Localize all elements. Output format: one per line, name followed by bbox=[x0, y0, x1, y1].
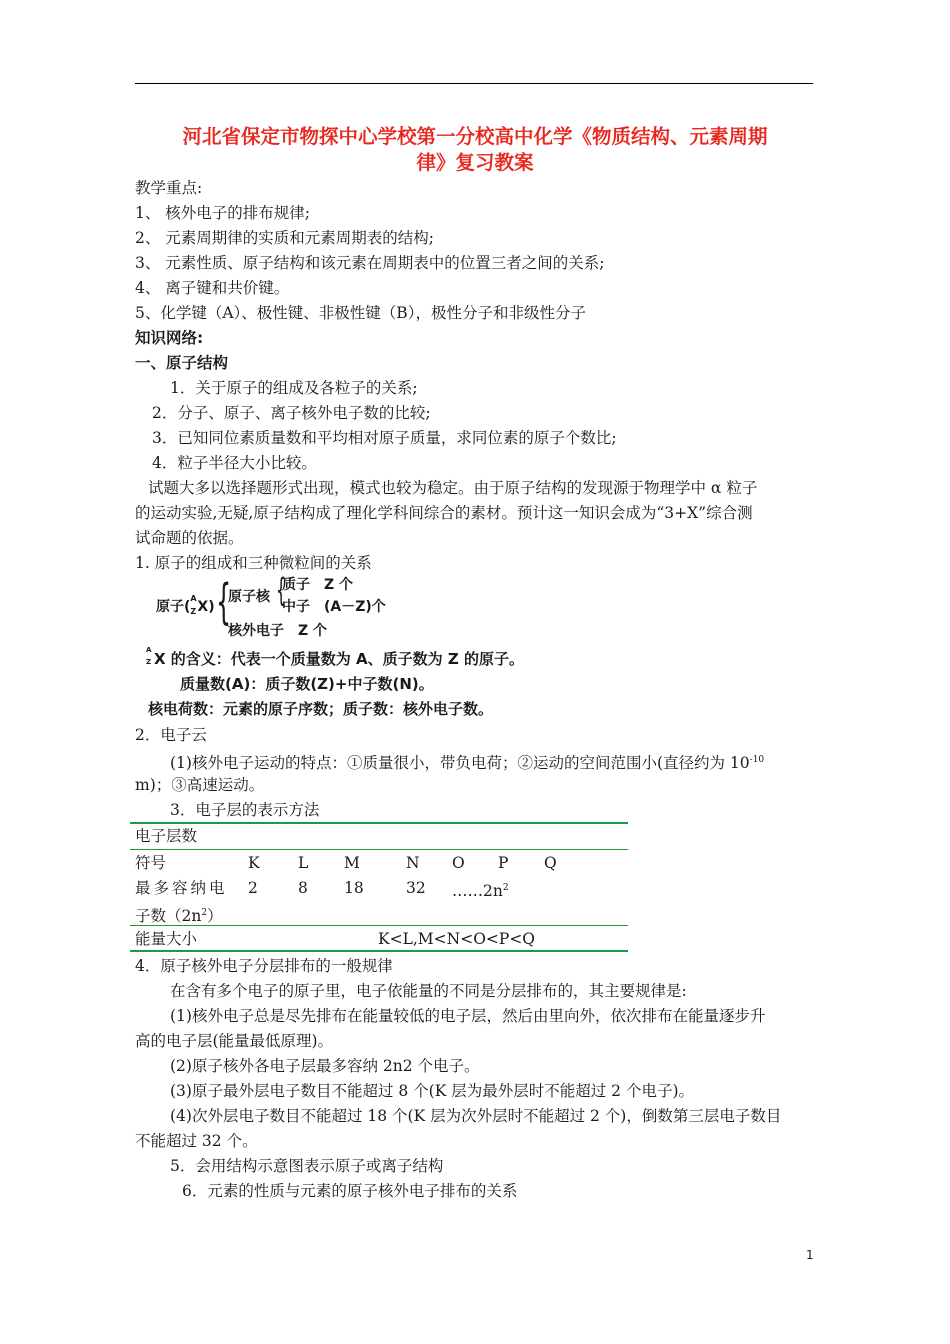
left-brace-large: { bbox=[216, 574, 232, 630]
table-rule bbox=[130, 849, 628, 850]
focus-item: 5、化学键（A）、极性键、非极性键（B），极性分子和非级性分子 bbox=[135, 304, 586, 322]
rules-intro: 在含有多个电子的原子里，电子依能量的不同是分层排布的，其主要规律是: bbox=[170, 982, 687, 1000]
electron-label: 核外电子 Z 个 bbox=[228, 623, 328, 639]
network-heading: 知识网络: bbox=[135, 329, 204, 347]
focus-item: 4、 离子键和共价键。 bbox=[135, 279, 290, 297]
table-cell: 32 bbox=[406, 879, 426, 897]
table-cell: Q bbox=[544, 854, 557, 872]
paragraph-line: 试题大多以选择题形式出现，模式也较为稳定。由于原子结构的发现源于物理学中 α 粒子 bbox=[148, 479, 758, 497]
rule-line: 6．元素的性质与元素的原子核外电子排布的关系 bbox=[182, 1182, 518, 1200]
neutron-label: 中子 (A－Z)个 bbox=[282, 599, 386, 615]
cloud-line-text: (1)核外电子运动的特点：①质量很小，带负电荷；②运动的空间范围小(直径约为 10 bbox=[170, 754, 750, 772]
nucleus-label: 原子核 bbox=[228, 589, 270, 605]
table-cell: P bbox=[498, 854, 509, 872]
label-exponent: 2 bbox=[201, 908, 208, 918]
atom-symbol: X) bbox=[197, 599, 215, 615]
table-row-label: 最多容纳电 bbox=[135, 879, 228, 897]
rule-line: 高的电子层(能量最低原理)。 bbox=[135, 1032, 334, 1050]
rule-line: (1)核外电子总是尽先排布在能量较低的电子层，然后由里向外，依次排布在能量逐步升 bbox=[170, 1007, 766, 1025]
page-number: 1 bbox=[806, 1248, 814, 1262]
cloud-line: m)；③高速运动。 bbox=[135, 776, 265, 794]
label-text: 子数（2n bbox=[135, 907, 202, 925]
table-cell: L bbox=[298, 854, 309, 872]
focus-item: 3、 元素性质、原子结构和该元素在周期表中的位置三者之间的关系; bbox=[135, 254, 605, 272]
shells-heading: 3．电子层的表示方法 bbox=[170, 801, 320, 819]
cloud-line bbox=[170, 750, 764, 773]
cloud-heading: 2．电子云 bbox=[135, 726, 207, 744]
table-cell: M bbox=[344, 854, 360, 872]
label-text-end: ） bbox=[207, 907, 223, 925]
focus-heading: 教学重点: bbox=[135, 179, 203, 197]
rule-line: 不能超过 32 个。 bbox=[135, 1132, 258, 1150]
atom-mass-number: A bbox=[190, 594, 197, 603]
meaning-mass-number: A bbox=[146, 646, 152, 654]
table-rule-bottom bbox=[130, 950, 628, 952]
table-cell: K bbox=[248, 854, 260, 872]
mass-number-relation: 质量数(A)：质子数(Z)+中子数(N)。 bbox=[180, 675, 434, 693]
paragraph-line: 的运动实验,无疑,原子结构成了理化学科间综合的素材。预计这一知识会成为“3+X”综合测 bbox=[135, 504, 753, 522]
table-cell: 2 bbox=[248, 879, 258, 897]
rule-line: 5．会用结构示意图表示原子或离子结构 bbox=[170, 1157, 444, 1175]
meaning-line bbox=[146, 648, 524, 669]
table-cell: 18 bbox=[344, 879, 364, 897]
network-point: 4．粒子半径大小比较。 bbox=[152, 454, 317, 472]
network-point: 3．已知同位素质量数和平均相对原子质量，求同位素的原子个数比; bbox=[152, 429, 617, 447]
rule-line: (4)次外层电子数目不能超过 18 个(K 层为次外层时不能超过 2 个)，倒数第三层电子数目 bbox=[170, 1107, 782, 1125]
left-brace-small: { bbox=[276, 571, 287, 609]
table-cell-text: ……2n bbox=[452, 882, 503, 900]
cloud-exponent: -10 bbox=[749, 755, 765, 765]
meaning-atomic-number: Z bbox=[146, 658, 152, 666]
table-cell: 8 bbox=[298, 879, 308, 897]
atom-label: 原子( bbox=[156, 599, 191, 615]
table-cell-exponent: 2 bbox=[502, 883, 509, 893]
rule-line: (3)原子最外层电子数目不能超过 8 个(K 层为最外层时不能超过 2 个电子)。 bbox=[170, 1082, 694, 1100]
network-point: 2．分子、原子、离子核外电子数的比较; bbox=[152, 404, 431, 422]
rule-line: (2)原子核外各电子层最多容纳 2n2 个电子。 bbox=[170, 1057, 480, 1075]
rules-heading: 4．原子核外电子分层排布的一般规律 bbox=[135, 957, 393, 975]
atom-composition-figure bbox=[150, 572, 410, 638]
table-cell: N bbox=[406, 854, 420, 872]
table-row-label: 符号 bbox=[135, 854, 167, 872]
atom-atomic-number: Z bbox=[190, 607, 197, 616]
table-row-label bbox=[135, 903, 223, 926]
document-title-line2: 律》复习教案 bbox=[416, 151, 534, 174]
table-cell: K<L,M<N<O<P<Q bbox=[378, 930, 536, 948]
paragraph-line: 试命题的依据。 bbox=[135, 529, 244, 547]
table-cell bbox=[452, 878, 509, 901]
document-title-line1: 河北省保定市物探中心学校第一分校高中化学《物质结构、元素周期 bbox=[182, 125, 768, 148]
network-point: 1．关于原子的组成及各粒子的关系; bbox=[170, 379, 418, 397]
meaning-text: X 的含义：代表一个质量数为 A、质子数为 Z 的原子。 bbox=[154, 650, 524, 668]
proton-label: 质子 Z 个 bbox=[282, 577, 354, 593]
focus-item: 1、 核外电子的排布规律; bbox=[135, 204, 311, 222]
charge-number-relation: 核电荷数：元素的原子序数；质子数：核外电子数。 bbox=[148, 700, 494, 718]
table-rule-top bbox=[130, 822, 628, 824]
table-cell: O bbox=[452, 854, 465, 872]
section-heading: 一、原子结构 bbox=[135, 354, 229, 372]
table-rule bbox=[130, 925, 628, 926]
table-row-label: 能量大小 bbox=[135, 930, 198, 948]
table-row-label: 电子层数 bbox=[135, 827, 198, 845]
header-rule bbox=[135, 83, 813, 84]
focus-item: 2、 元素周期律的实质和元素周期表的结构; bbox=[135, 229, 435, 247]
composition-heading: 1. 原子的组成和三种微粒间的关系 bbox=[135, 554, 372, 572]
